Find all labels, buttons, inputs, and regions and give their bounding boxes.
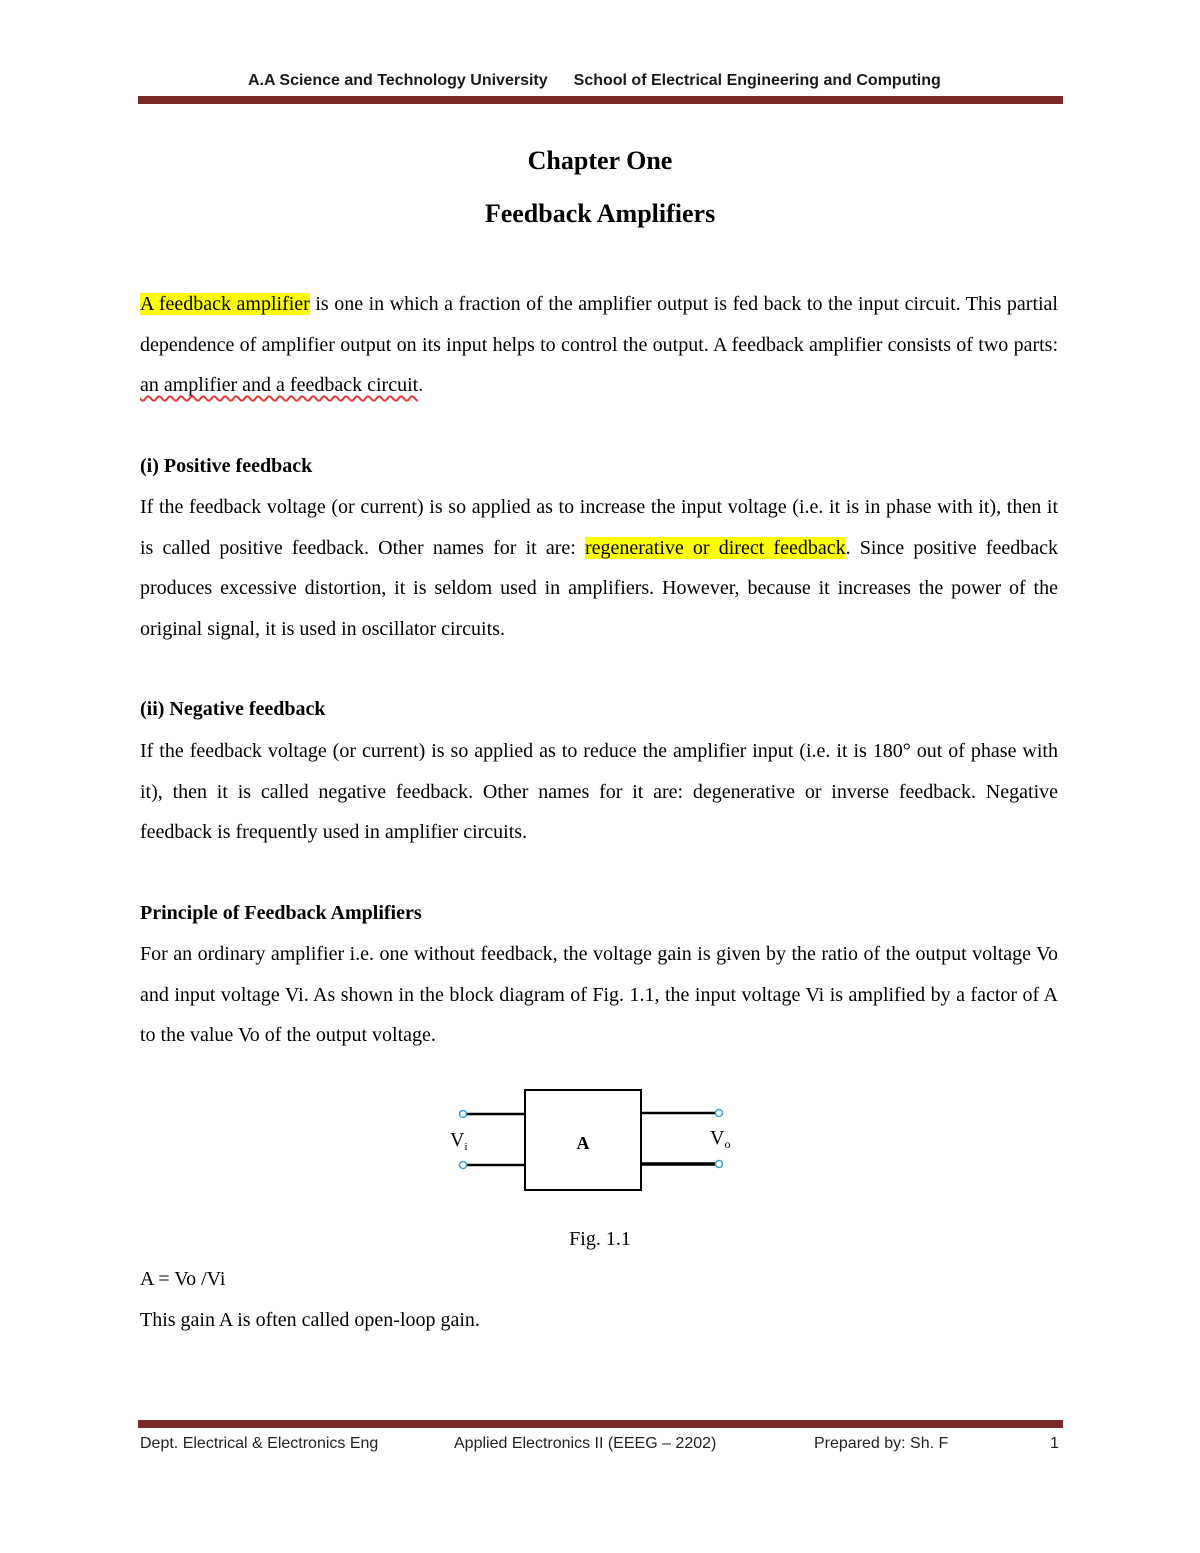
gain-note: This gain A is often called open-loop gain. — [140, 1309, 480, 1331]
footer-rule — [138, 1420, 1063, 1428]
positive-paragraph — [140, 487, 1058, 649]
header-university: A.A Science and Technology University — [248, 72, 548, 89]
positive-text-end: . Since positive feedback produces excessive distortion, it is seldom used in amplifiers. However, because it increases the power of the original signal, it is used in oscillator circuits. — [140, 536, 1058, 640]
intro-text: is one in which a fraction of the amplifier output is fed back to the input circuit. This partial dependence of amplifier output on its input helps to control the output. A feedback amplifier consists of two parts: — [140, 293, 1058, 356]
input-terminal-bottom — [460, 1162, 467, 1169]
negative-paragraph: If the feedback voltage (or current) is so applied as to reduce the amplifier input (i.e. it is 180° out of phase with it), then it is called negative feedback. Other names for it are: degenerative or inverse feedback. Negative feedback is frequently used in amplifier circuits. — [140, 740, 1058, 843]
output-voltage-label: $V_o$ — [710, 1127, 731, 1151]
output-terminal-top — [716, 1110, 723, 1117]
page-number: 1 — [1050, 1435, 1059, 1452]
output-terminal-bottom — [716, 1161, 723, 1168]
amplifier-block-diagram — [440, 1080, 760, 1200]
positive-text: If the feedback voltage (or current) is so applied as to increase the input voltage (i.e. it is in phase with it), then it is called positive feedback. Other names for it are: — [140, 496, 1058, 559]
header-school: School of Electrical Engineering and Computing — [573, 72, 941, 89]
intro-end: . — [418, 374, 424, 396]
footer-dept: Dept. Electrical & Electronics Eng — [140, 1435, 379, 1452]
header-rule — [138, 96, 1063, 104]
positive-highlight: regenerative or direct feedback — [584, 536, 846, 559]
positive-heading: (i) Positive feedback — [140, 455, 313, 477]
footer-course: Applied Electronics II (EEEG – 2202) — [454, 1435, 717, 1452]
intro-highlight: A feedback amplifier — [140, 293, 310, 315]
intro-paragraph — [140, 284, 1058, 406]
chapter-topic: Feedback Amplifiers — [484, 199, 716, 228]
principle-paragraph: For an ordinary amplifier i.e. one without feedback, the voltage gain is given by the ratio of the output voltage Vo and input voltage Vi. As shown in the block diagram of Fig. 1.1, the input voltage Vi is amplified by a factor of A to the value Vo of the output voltage. — [140, 943, 1058, 1046]
page-header — [248, 72, 1028, 90]
intro-underlined: an amplifier and a feedback circuit — [140, 374, 419, 396]
principle-heading: Principle of Feedback Amplifiers — [140, 902, 422, 924]
gain-equation: A = Vo /Vi — [140, 1268, 226, 1290]
footer-prepared: Prepared by: Sh. F — [814, 1435, 949, 1452]
negative-heading: (ii) Negative feedback — [140, 698, 326, 720]
input-voltage-label: $V_i$ — [450, 1129, 468, 1153]
chapter-title: Chapter One — [527, 146, 673, 175]
block-label: A — [576, 1133, 590, 1153]
figure-caption: Fig. 1.1 — [569, 1228, 631, 1250]
input-terminal-top — [460, 1111, 467, 1118]
